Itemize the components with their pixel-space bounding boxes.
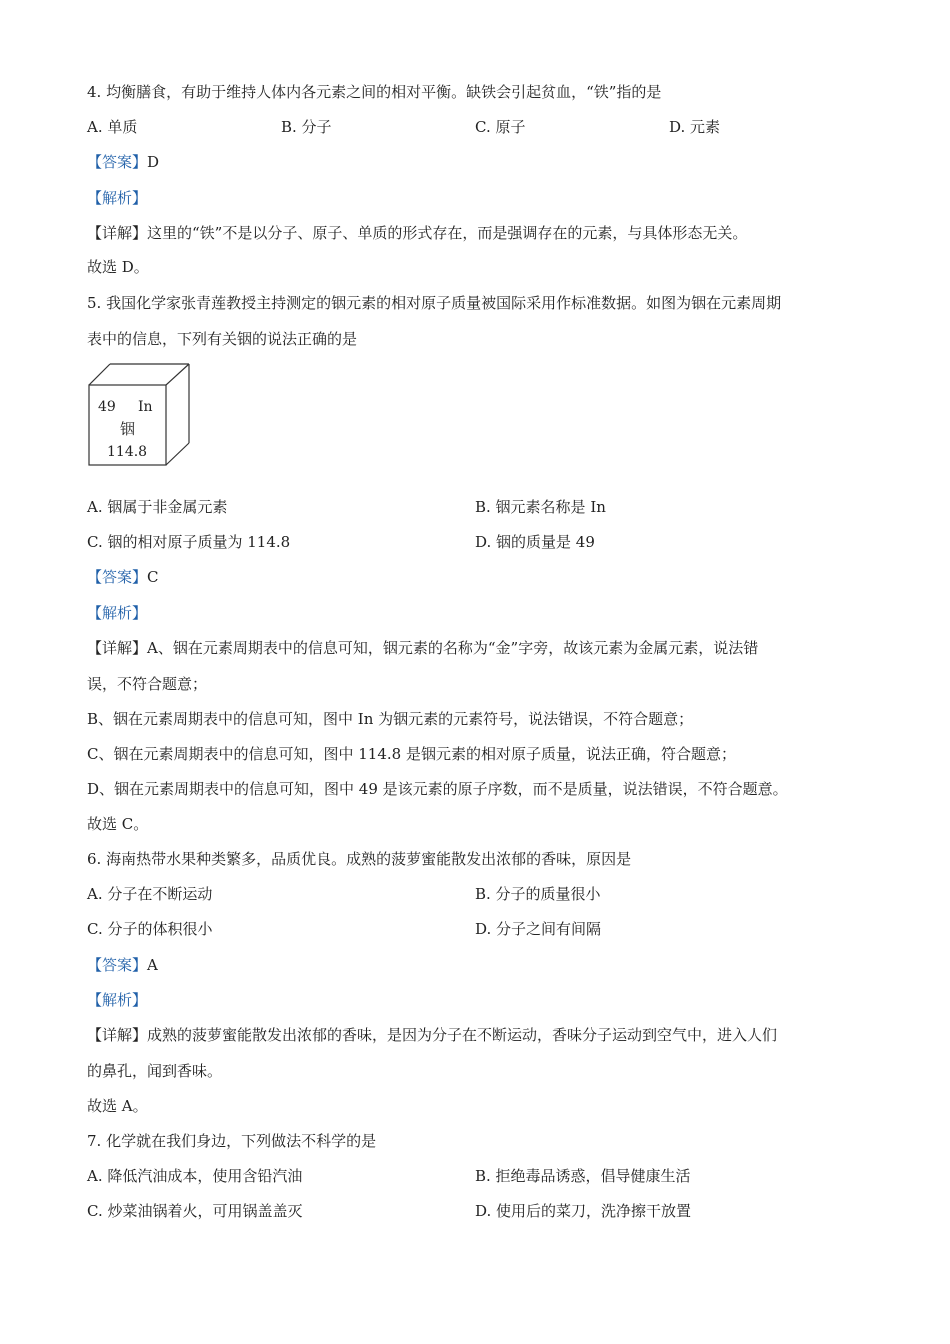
q4-conclusion: 故选 D。 [87,258,149,276]
q5-answer [87,567,159,587]
q5-option-c: C. 铟的相对原子质量为 114.8 [87,533,291,551]
q5-stem-line-2: 表中的信息，下列有关铟的说法正确的是 [87,330,358,348]
q7-option-a: A. 降低汽油成本，使用含铅汽油 [87,1167,303,1185]
q5-option-b: B. 铟元素名称是 In [475,498,606,516]
q6-detail-line-1 [87,1025,777,1045]
q5-conclusion: 故选 C。 [87,815,149,833]
answer-value: C [147,568,159,586]
q4-answer [87,152,159,172]
answer-value: A [147,956,158,974]
q4-analysis-tag: 【解析】 [87,189,148,207]
q5-detail-line-3: B、铟在元素周期表中的信息可知，图中 In 为铟元素的元素符号，说法错误，不符合题意； [87,710,694,728]
detail-text: 成熟的菠萝蜜能散发出浓郁的香味，是因为分子在不断运动，香味分子运动到空气中，进入人们 [147,1026,778,1044]
answer-tag: 【答案】 [87,956,148,974]
q5-detail-line-1 [87,638,758,658]
q7-option-b: B. 拒绝毒品诱惑，倡导健康生活 [475,1167,691,1185]
answer-tag: 【答案】 [87,568,148,586]
q7-option-d: D. 使用后的菜刀，洗净擦干放置 [475,1202,692,1220]
q5-option-d: D. 铟的质量是 49 [475,533,595,551]
element-number: 49 [98,399,116,415]
q6-answer [87,955,158,975]
q4-stem: 4. 均衡膳食，有助于维持人体内各元素之间的相对平衡。缺铁会引起贫血，“铁”指的是 [87,83,662,101]
q6-conclusion: 故选 A。 [87,1097,148,1115]
q4-option-a: A. 单质 [87,118,138,136]
q4-detail [87,223,747,243]
q6-detail-line-2: 的鼻孔，闻到香味。 [87,1062,223,1080]
q7-stem: 7. 化学就在我们身边，下列做法不科学的是 [87,1132,377,1150]
q7-option-c: C. 炒菜油锅着火，可用锅盖盖灭 [87,1202,303,1220]
q5-option-a: A. 铟属于非金属元素 [87,498,228,516]
element-name: 铟 [120,420,136,438]
element-symbol: In [138,399,153,415]
answer-tag: 【答案】 [87,153,148,171]
detail-text: 这里的“铁”不是以分子、原子、单质的形式存在，而是强调存在的元素，与具体形态无关。 [147,224,748,242]
element-mass: 114.8 [107,444,148,460]
q5-detail-line-2: 误，不符合题意； [87,675,208,693]
q6-option-a: A. 分子在不断运动 [87,885,213,903]
detail-tag: 【详解】 [87,639,148,657]
q6-stem: 6. 海南热带水果种类繁多，品质优良。成熟的菠萝蜜能散发出浓郁的香味，原因是 [87,850,632,868]
q4-option-b: B. 分子 [281,118,332,136]
q5-stem-line-1: 5. 我国化学家张青莲教授主持测定的铟元素的相对原子质量被国际采用作标准数据。如图为铟在元素周期 [87,294,782,312]
q6-option-c: C. 分子的体积很小 [87,920,213,938]
q5-detail-line-5: D、铟在元素周期表中的信息可知，图中 49 是该元素的原子序数，而不是质量，说法错误，不符合题意。 [87,780,788,798]
detail-text: A、铟在元素周期表中的信息可知，铟元素的名称为“金”字旁，故该元素为金属元素，说法错 [147,639,759,657]
q6-option-d: D. 分子之间有间隔 [475,920,602,938]
q5-analysis-tag: 【解析】 [87,604,148,622]
q4-option-d: D. 元素 [669,118,721,136]
answer-value: D [147,153,160,171]
q6-analysis-tag: 【解析】 [87,991,148,1009]
q5-detail-line-4: C、铟在元素周期表中的信息可知，图中 114.8 是铟元素的相对原子质量，说法正确，符合题意； [87,745,736,763]
element-card-figure [88,363,194,469]
detail-tag: 【详解】 [87,224,148,242]
detail-tag: 【详解】 [87,1026,148,1044]
q6-option-b: B. 分子的质量很小 [475,885,601,903]
q4-option-c: C. 原子 [475,118,526,136]
